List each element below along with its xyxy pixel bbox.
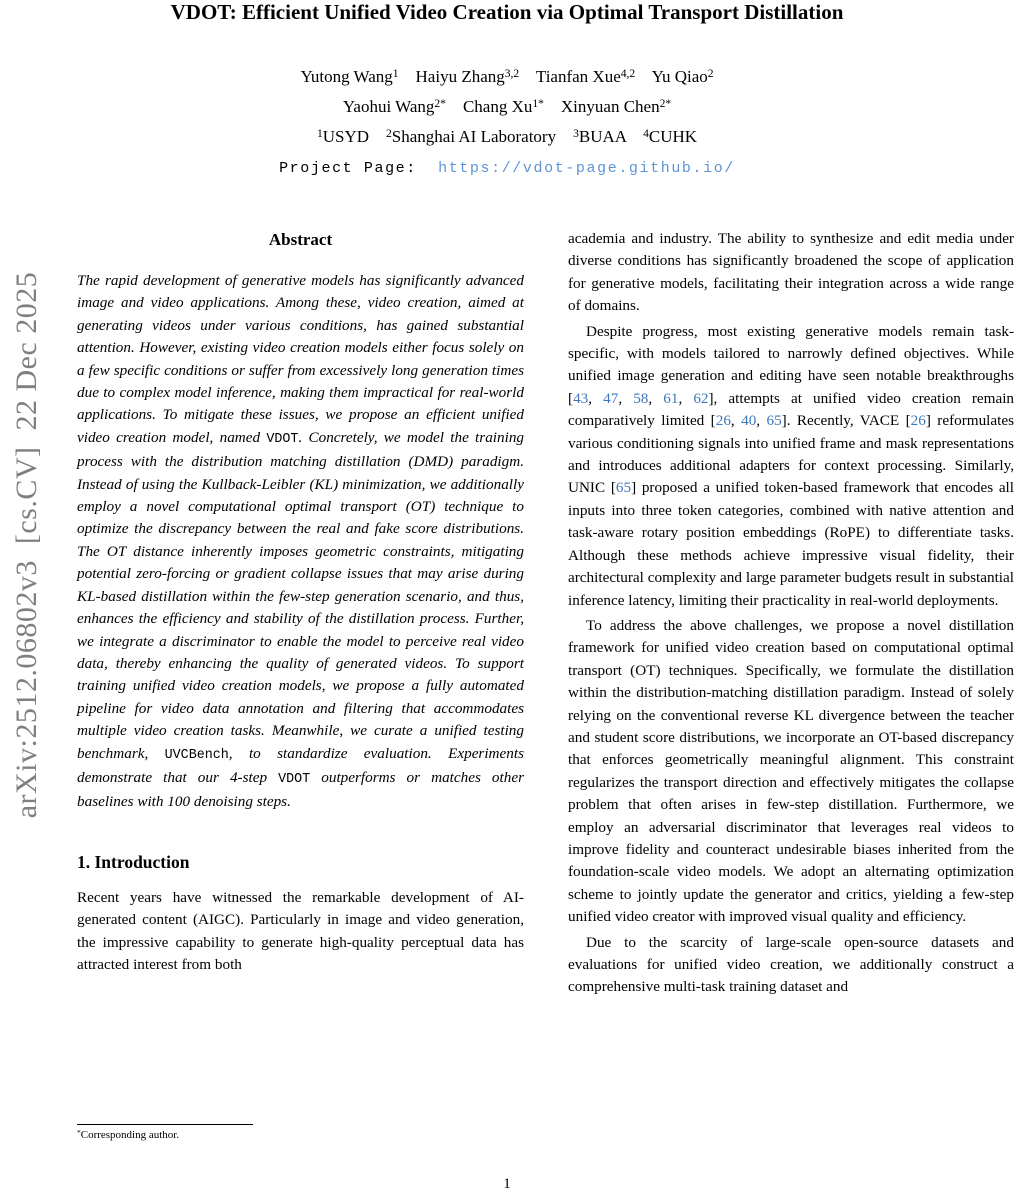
text-segment: 2 [707, 66, 714, 80]
text-segment: ], attempts at unified video creation remain comparatively limited [ [568, 389, 1014, 430]
paper-title: VDOT: Efficient Unified Video Creation via Optimal Transport Distillation [170, 0, 844, 24]
project-page-line [0, 153, 1014, 183]
text-segment [519, 67, 536, 86]
text-segment: 3 [573, 126, 579, 140]
corresponding-author-footnote [77, 1129, 524, 1141]
text-segment: VDOT [266, 431, 299, 447]
text-segment: Haiyu Zhang [415, 67, 505, 86]
text-segment: USYD [322, 127, 370, 146]
right-paragraph-3: To address the above challenges, we propose a novel distillation framework for unified video creation based on computational optimal transport (OT) techniques. Specifically, we formulate the distillation within the distribution-matching distillation paradigm. Instead of solely relying on the conventional reverse KL divergence between the teacher and student score distributions, we incorporate an OT-based discrepancy that enforces geometrically meaningful alignment. This constraint regularizes the transport direction and effectively mitigates the collapse problem that often arises in few-step distillation. Furthermore, we employ an adversarial discriminator that leverages real videos to improve fidelity and counteract undesirable biases inherited from the foundation-scale video models. We adopt an alternating optimization scheme to jointly update the generator and critics, yielding a few-step unified video creator with improved visual quality and efficiency. [568, 616, 1014, 926]
affiliation-line [0, 123, 1014, 153]
author-line-1 [0, 63, 1014, 93]
text-segment: ] proposed a unified token-based framework that encodes all inputs into three token categories, combined with native attention and task-aware rotary position embeddings (RoPE) to differentiate tasks. Although these methods achieve impressive visual fidelity, their architectural complexity and large parameter budgets result in substantial inference latency, limiting their practicality in real-world deployments. [568, 479, 1014, 609]
text-segment [369, 127, 386, 146]
citation-link[interactable]: 26 [715, 412, 731, 430]
text-segment: 2* [434, 96, 446, 110]
text-segment: 2 [386, 126, 392, 140]
text-segment: Project Page: [279, 160, 439, 177]
text-segment: , [730, 412, 742, 430]
right-paragraph-1: academia and industry. The ability to synthesize and edit media under diverse conditions has significantly broadened the scope of application for generative models, facilitating their integration across a wide range of domains. [568, 230, 1014, 315]
text-segment: , to standardize evaluation. Experiments demonstrate that our 4-step [77, 744, 524, 786]
text-segment: ] reformulates various conditioning signals into unified frame and mask representations and introduces additional adapters for context processing. Similarly, UNIC [ [568, 412, 1014, 497]
section-heading-introduction: 1. Introduction [77, 851, 190, 872]
text-segment: ]. Recently, VACE [ [781, 412, 911, 430]
text-segment [635, 67, 651, 86]
citation-link[interactable]: 65 [766, 412, 782, 430]
text-segment: 3,2 [504, 66, 520, 80]
citation-link[interactable]: 61 [663, 389, 679, 407]
text-segment [446, 97, 463, 116]
text-segment: , [588, 389, 604, 407]
citation-link[interactable]: 62 [693, 389, 709, 407]
text-segment: * [77, 1127, 81, 1137]
text-segment: outperforms or matches other baselines with 100 denoising steps. [77, 768, 524, 811]
right-paragraph-4: Due to the scarcity of large-scale open-source datasets and evaluations for unified video creation, we additionally construct a comprehensive multi-task training dataset and [568, 933, 1014, 996]
right-column [568, 228, 1014, 1002]
text-segment: UVCBench [164, 747, 229, 763]
intro-paragraph-1: Recent years have witnessed the remarkable development of AI-generated content (AIGC). Particularly in image and video generation, the impressive capability to generate high-quality perceptual data has attracted interest from both [77, 888, 524, 973]
citation-link[interactable]: 26 [910, 412, 926, 430]
project-page-link[interactable]: https://vdot-page.github.io/ [438, 160, 735, 177]
text-segment: 1* [532, 96, 544, 110]
text-segment: Yu Qiao [651, 67, 708, 86]
text-segment: The rapid development of generative models has significantly advanced image and video applications. Among these, video creation, aimed at generating videos under various conditions, has gained substantial attention. However, existing video creation models either focus solely on a few specific conditions or suffer from excessively long generation times due to complex model inference, making them impractical for real-world applications. To mitigate these issues, we propose an efficient unified video creation model, named [77, 272, 524, 446]
abstract-text [77, 270, 524, 814]
left-column [77, 228, 524, 979]
text-segment: 1 [392, 66, 399, 80]
text-segment: BUAA [578, 127, 627, 146]
footnote-block [77, 1124, 524, 1141]
text-segment [399, 67, 416, 86]
citation-link[interactable]: 40 [741, 412, 757, 430]
page-number: 1 [503, 1176, 511, 1192]
author-block [0, 63, 1014, 183]
abstract-heading: Abstract [268, 230, 333, 249]
text-segment: 4 [643, 126, 649, 140]
text-segment: VDOT [278, 771, 311, 787]
text-segment: Yutong Wang [300, 67, 393, 86]
text-segment: Chang Xu [462, 97, 533, 116]
citation-link[interactable]: 47 [603, 389, 619, 407]
citation-link[interactable]: 43 [573, 389, 589, 407]
text-segment: Tianfan Xue [535, 67, 621, 86]
footnote-rule [77, 1124, 253, 1125]
text-segment: 1 [316, 126, 323, 140]
text-segment: Yaohui Wang [342, 97, 435, 116]
text-segment: Xinyuan Chen [560, 97, 660, 116]
text-segment: 4,2 [620, 66, 636, 80]
text-segment: 2* [659, 96, 672, 110]
citation-link[interactable]: 58 [633, 389, 649, 407]
author-line-2 [0, 93, 1014, 123]
text-segment: . Concretely, we model the training process with the distribution matching distillation (DMD) paradigm. Instead of using the Kullback-Leibler (KL) minimization, we additionally employ a novel computational optimal transport (OT) technique to optimize the discrepancy between the real and fake score distributions. The OT distance inherently imposes geometric constraints, mitigating potential zero-forcing or gradient collapse issues that may arise during KL-based distillation within the few-step generation scenario, and thus, enhances the efficiency and stability of the distillation process. Further, we integrate a discriminator to enable the model to perceive real video data, thereby enhancing the quality of generated videos. To support training unified video creation models, we propose a fully automated pipeline for video data annotation and filtering that accommodates multiple video creation tasks. Meanwhile, we curate a unified testing benchmark, [77, 428, 525, 762]
right-paragraph-2 [568, 321, 1014, 612]
text-segment: Despite progress, most existing generative models remain task-specific, with models tailored to narrowly defined objectives. While unified image generation and editing have seen notable breakthroughs [ [568, 322, 1014, 407]
text-segment: , [678, 389, 694, 407]
text-segment: Shanghai AI Laboratory [391, 127, 557, 146]
text-segment: Corresponding author. [80, 1129, 180, 1141]
text-segment: , [648, 389, 664, 407]
text-segment [544, 97, 561, 116]
citation-link[interactable]: 65 [615, 479, 632, 497]
text-segment [626, 127, 643, 146]
text-segment: CUHK [648, 127, 698, 146]
text-segment: , [756, 412, 767, 430]
text-segment: , [618, 389, 634, 407]
text-segment [556, 127, 573, 146]
arxiv-watermark: arXiv:2512.06802v3 [cs.CV] 22 Dec 2025 [10, 271, 43, 819]
